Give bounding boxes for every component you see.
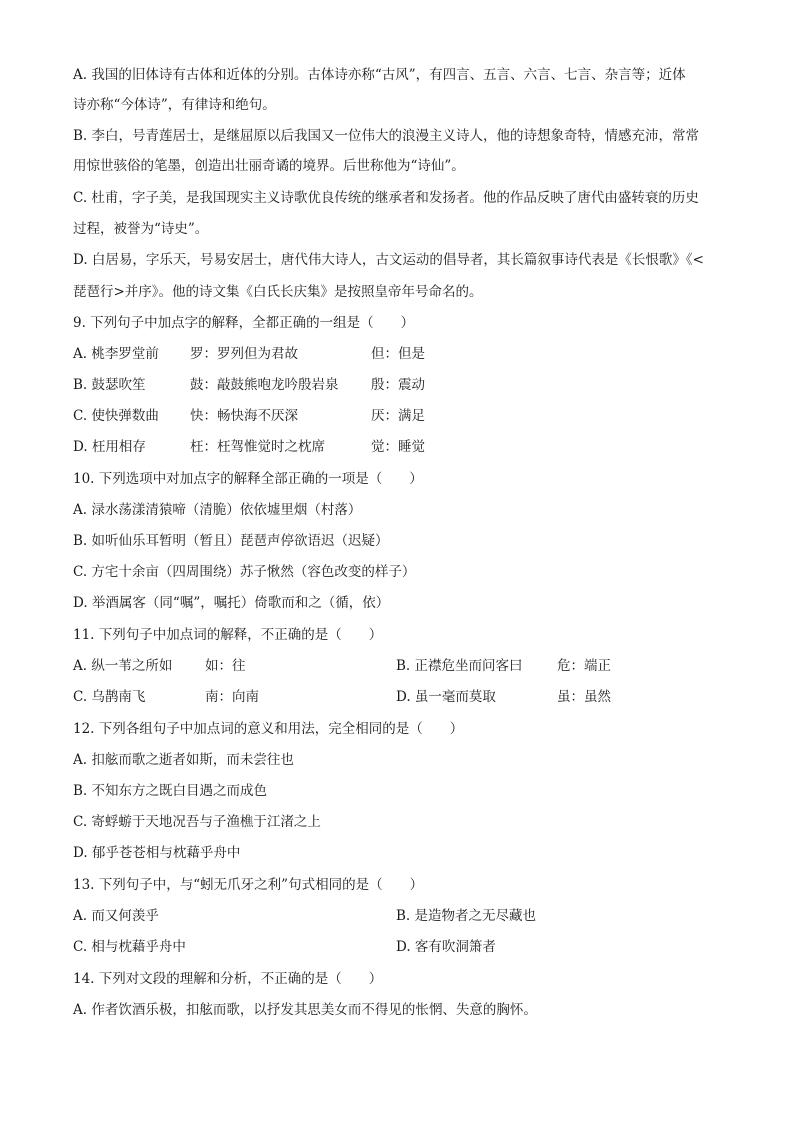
q11-option-d: D. 虽一毫而莫取: [396, 689, 496, 705]
q8-option-c-line2: 过程，被誉为“诗史”。: [73, 221, 209, 237]
q13-stem: 13. 下列句子中，与“蚓无爪牙之利”句式相同的是（ ）: [73, 877, 424, 893]
q13-option-c: C. 相与枕藉乎舟中: [73, 939, 186, 955]
q14-option-a: A. 作者饮酒乐极，扣舷而歌，以抒发其思美女而不得见的怅惘、失意的胸怀。: [73, 1002, 537, 1018]
q13-option-b: B. 是造物者之无尽藏也: [396, 908, 537, 924]
q9-option-d: D. 枉用相存: [73, 439, 146, 455]
q8-option-b-line2: 用惊世骇俗的笔墨，创造出壮丽奇谲的境界。后世称他为“诗仙”。: [73, 158, 465, 174]
q11-option-d-explanation: 虽：虽然: [557, 689, 611, 705]
q14-stem: 14. 下列对文段的理解和分析，不正确的是（ ）: [73, 971, 383, 987]
q9-option-a-explanation-2: 但：但是: [371, 346, 425, 362]
q11-option-a: A. 纵一苇之所如: [73, 658, 173, 674]
q9-option-d-explanation-2: 觉：睡觉: [371, 439, 425, 455]
q11-option-c: C. 乌鹊南飞: [73, 689, 146, 705]
q10-option-d: D. 举酒属客（同“嘱”，嘱托）倚歌而和之（循，依）: [73, 595, 390, 611]
q11-option-a-explanation: 如：往: [205, 658, 246, 674]
q9-option-d-explanation: 枉：枉驾惟觉时之枕席: [190, 439, 325, 455]
q9-option-b-explanation-2: 殷：震动: [371, 377, 425, 393]
q8-option-a-line1: A. 我国的旧体诗有古体和近体的分别。古体诗亦称“古风”，有四言、五言、六言、七言、杂言等；近体: [73, 67, 686, 83]
q10-option-b: B. 如听仙乐耳暂明（暂且）琵琶声停欲语迟（迟疑）: [73, 533, 389, 549]
q11-option-b: B. 正襟危坐而问客曰: [396, 658, 523, 674]
q8-option-a-line2: 诗亦称“今体诗”，有律诗和绝句。: [73, 97, 276, 113]
q13-option-a: A. 而又何羡乎: [73, 908, 159, 924]
q9-option-a-explanation: 罗：罗列但为君故: [190, 346, 298, 362]
q9-option-c-explanation: 快：畅快海不厌深: [190, 408, 298, 424]
q8-option-c-line1: C. 杜甫，字子美，是我国现实主义诗歌优良传统的继承者和发扬者。他的作品反映了唐代由盛转衰的历史: [73, 190, 699, 206]
q10-stem: 10. 下列选项中对加点字的解释全部正确的一项是（ ）: [73, 471, 423, 487]
q12-option-d: D. 郁乎苍苍相与枕藉乎舟中: [73, 845, 241, 861]
q9-option-a: A. 桃李罗堂前: [73, 346, 159, 362]
q13-option-d: D. 客有吹洞箫者: [396, 939, 496, 955]
q8-option-d-line2: 琵琶行>并序》。他的诗文集《白氏长庆集》是按照皇帝年号命名的。: [73, 284, 483, 300]
q12-option-a: A. 扣舷而歌之逝者如斯，而未尝往也: [73, 752, 294, 768]
q8-option-d-line1: D. 白居易，字乐天，号易安居士，唐代伟大诗人，古文运动的倡导者，其长篇叙事诗代表是《长恨歌》《<: [73, 252, 704, 268]
q11-stem: 11. 下列句子中加点词的解释，不正确的是（ ）: [73, 627, 383, 643]
q10-option-c: C. 方宅十余亩（四周围绕）苏子愀然（容色改变的样子）: [73, 564, 416, 580]
q9-option-b-explanation: 鼓：敲鼓熊咆龙吟殷岩泉: [190, 377, 339, 393]
q12-stem: 12. 下列各组句子中加点词的意义和用法，完全相同的是（ ）: [73, 721, 464, 737]
q11-option-c-explanation: 南：向南: [205, 689, 259, 705]
q9-option-b: B. 鼓瑟吹笙: [73, 377, 146, 393]
q11-option-b-explanation: 危：端正: [557, 658, 611, 674]
q9-option-c: C. 使快弹数曲: [73, 408, 159, 424]
q8-option-b-line1: B. 李白，号青莲居士，是继屈原以后我国又一位伟大的浪漫主义诗人，他的诗想象奇特，情感充沛，常常: [73, 128, 700, 144]
q12-option-b: B. 不知东方之既白目遇之而成色: [73, 783, 268, 799]
q10-option-a: A. 渌水荡漾清猿啼（清脆）依依墟里烟（村落）: [73, 502, 362, 518]
q12-option-c: C. 寄蜉蝣于天地况吾与子渔樵于江渚之上: [73, 814, 321, 830]
q9-option-c-explanation-2: 厌：满足: [371, 408, 425, 424]
q9-stem: 9. 下列句子中加点字的解释，全都正确的一组是（ ）: [73, 315, 415, 331]
